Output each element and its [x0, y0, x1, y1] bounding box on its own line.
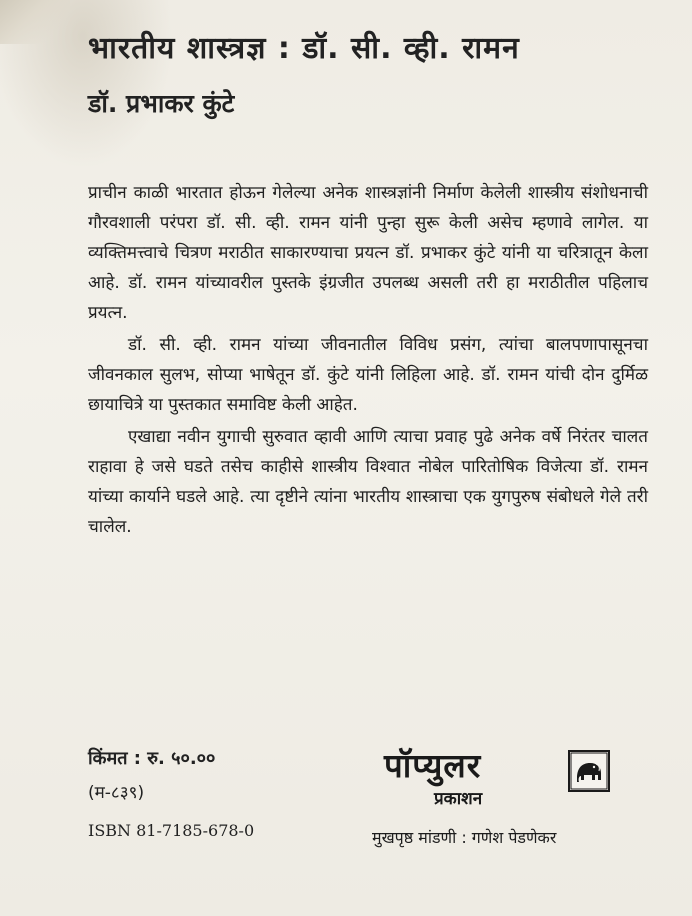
worn-corner [0, 0, 70, 44]
book-meta [88, 742, 254, 848]
blurb [88, 178, 648, 544]
price-label: किंमत : रु. ५०.०० [88, 748, 216, 769]
blurb-paragraph-1: प्राचीन काळी भारतात होऊन गेलेल्या अनेक शास्त्रज्ञांनी निर्माण केलेली शास्त्रीय संशोधनाची गौरवशाली परंपरा डॉ. सी. व्ही. रामन यांनी पुन्हा सुरू केली असेच म्हणावे लागेल. या व्यक्तिमत्त्वाचे चित्रण मराठीत साकारण्याचा प्रयत्न डॉ. प्रभाकर कुंटे यांनी या चरित्रातून केला आहे. डॉ. रामन यांच्यावरील पुस्तके इंग्रजीत उपलब्ध असली तरी हा मराठीतील पहिलाच प्रयत्न. [88, 183, 648, 323]
blurb-paragraph-2: डॉ. सी. व्ही. रामन यांच्या जीवनातील विविध प्रसंग, त्यांचा बालपणापासूनचा जीवनकाल सुलभ, सोप्या भाषेतून डॉ. कुंटे यांनी लिहिला आहे. डॉ. रामन यांची दोन दुर्मिळ छायाचित्रे या पुस्तकात समाविष्ट केली आहेत. [88, 335, 648, 415]
elephant-icon [568, 750, 610, 792]
cover-design-credit: मुखपृष्ठ मांडणी : गणेश पेडणेकर [372, 828, 557, 847]
publisher-name: पॉप्युलर [384, 746, 482, 785]
publisher-block [372, 742, 662, 852]
catalog-code: (म-८३९) [88, 783, 145, 803]
blurb-paragraph-3: एखाद्या नवीन युगाची सुरुवात व्हावी आणि त्याचा प्रवाह पुढे अनेक वर्षे निरंतर चालत राहावा हे जसे घडते तसेच काहीसे शास्त्रीय विश्वात नोबेल पारितोषिक विजेत्या डॉ. रामन यांच्या कार्याने घडले आहे. त्या दृष्टीने त्यांना भारतीय शास्त्राचा एक युगपुरुष संबोधले गेले तरी चालेल. [88, 427, 648, 537]
book-author: डॉ. प्रभाकर कुंटे [88, 89, 235, 118]
elephant-icon-graphic [570, 752, 608, 790]
publisher-subtitle: प्रकाशन [434, 789, 483, 809]
isbn-number: ISBN 81-7185-678-0 [88, 821, 255, 840]
book-title: भारतीय शास्त्रज्ञ : डॉ. सी. व्ही. रामन [88, 31, 520, 66]
